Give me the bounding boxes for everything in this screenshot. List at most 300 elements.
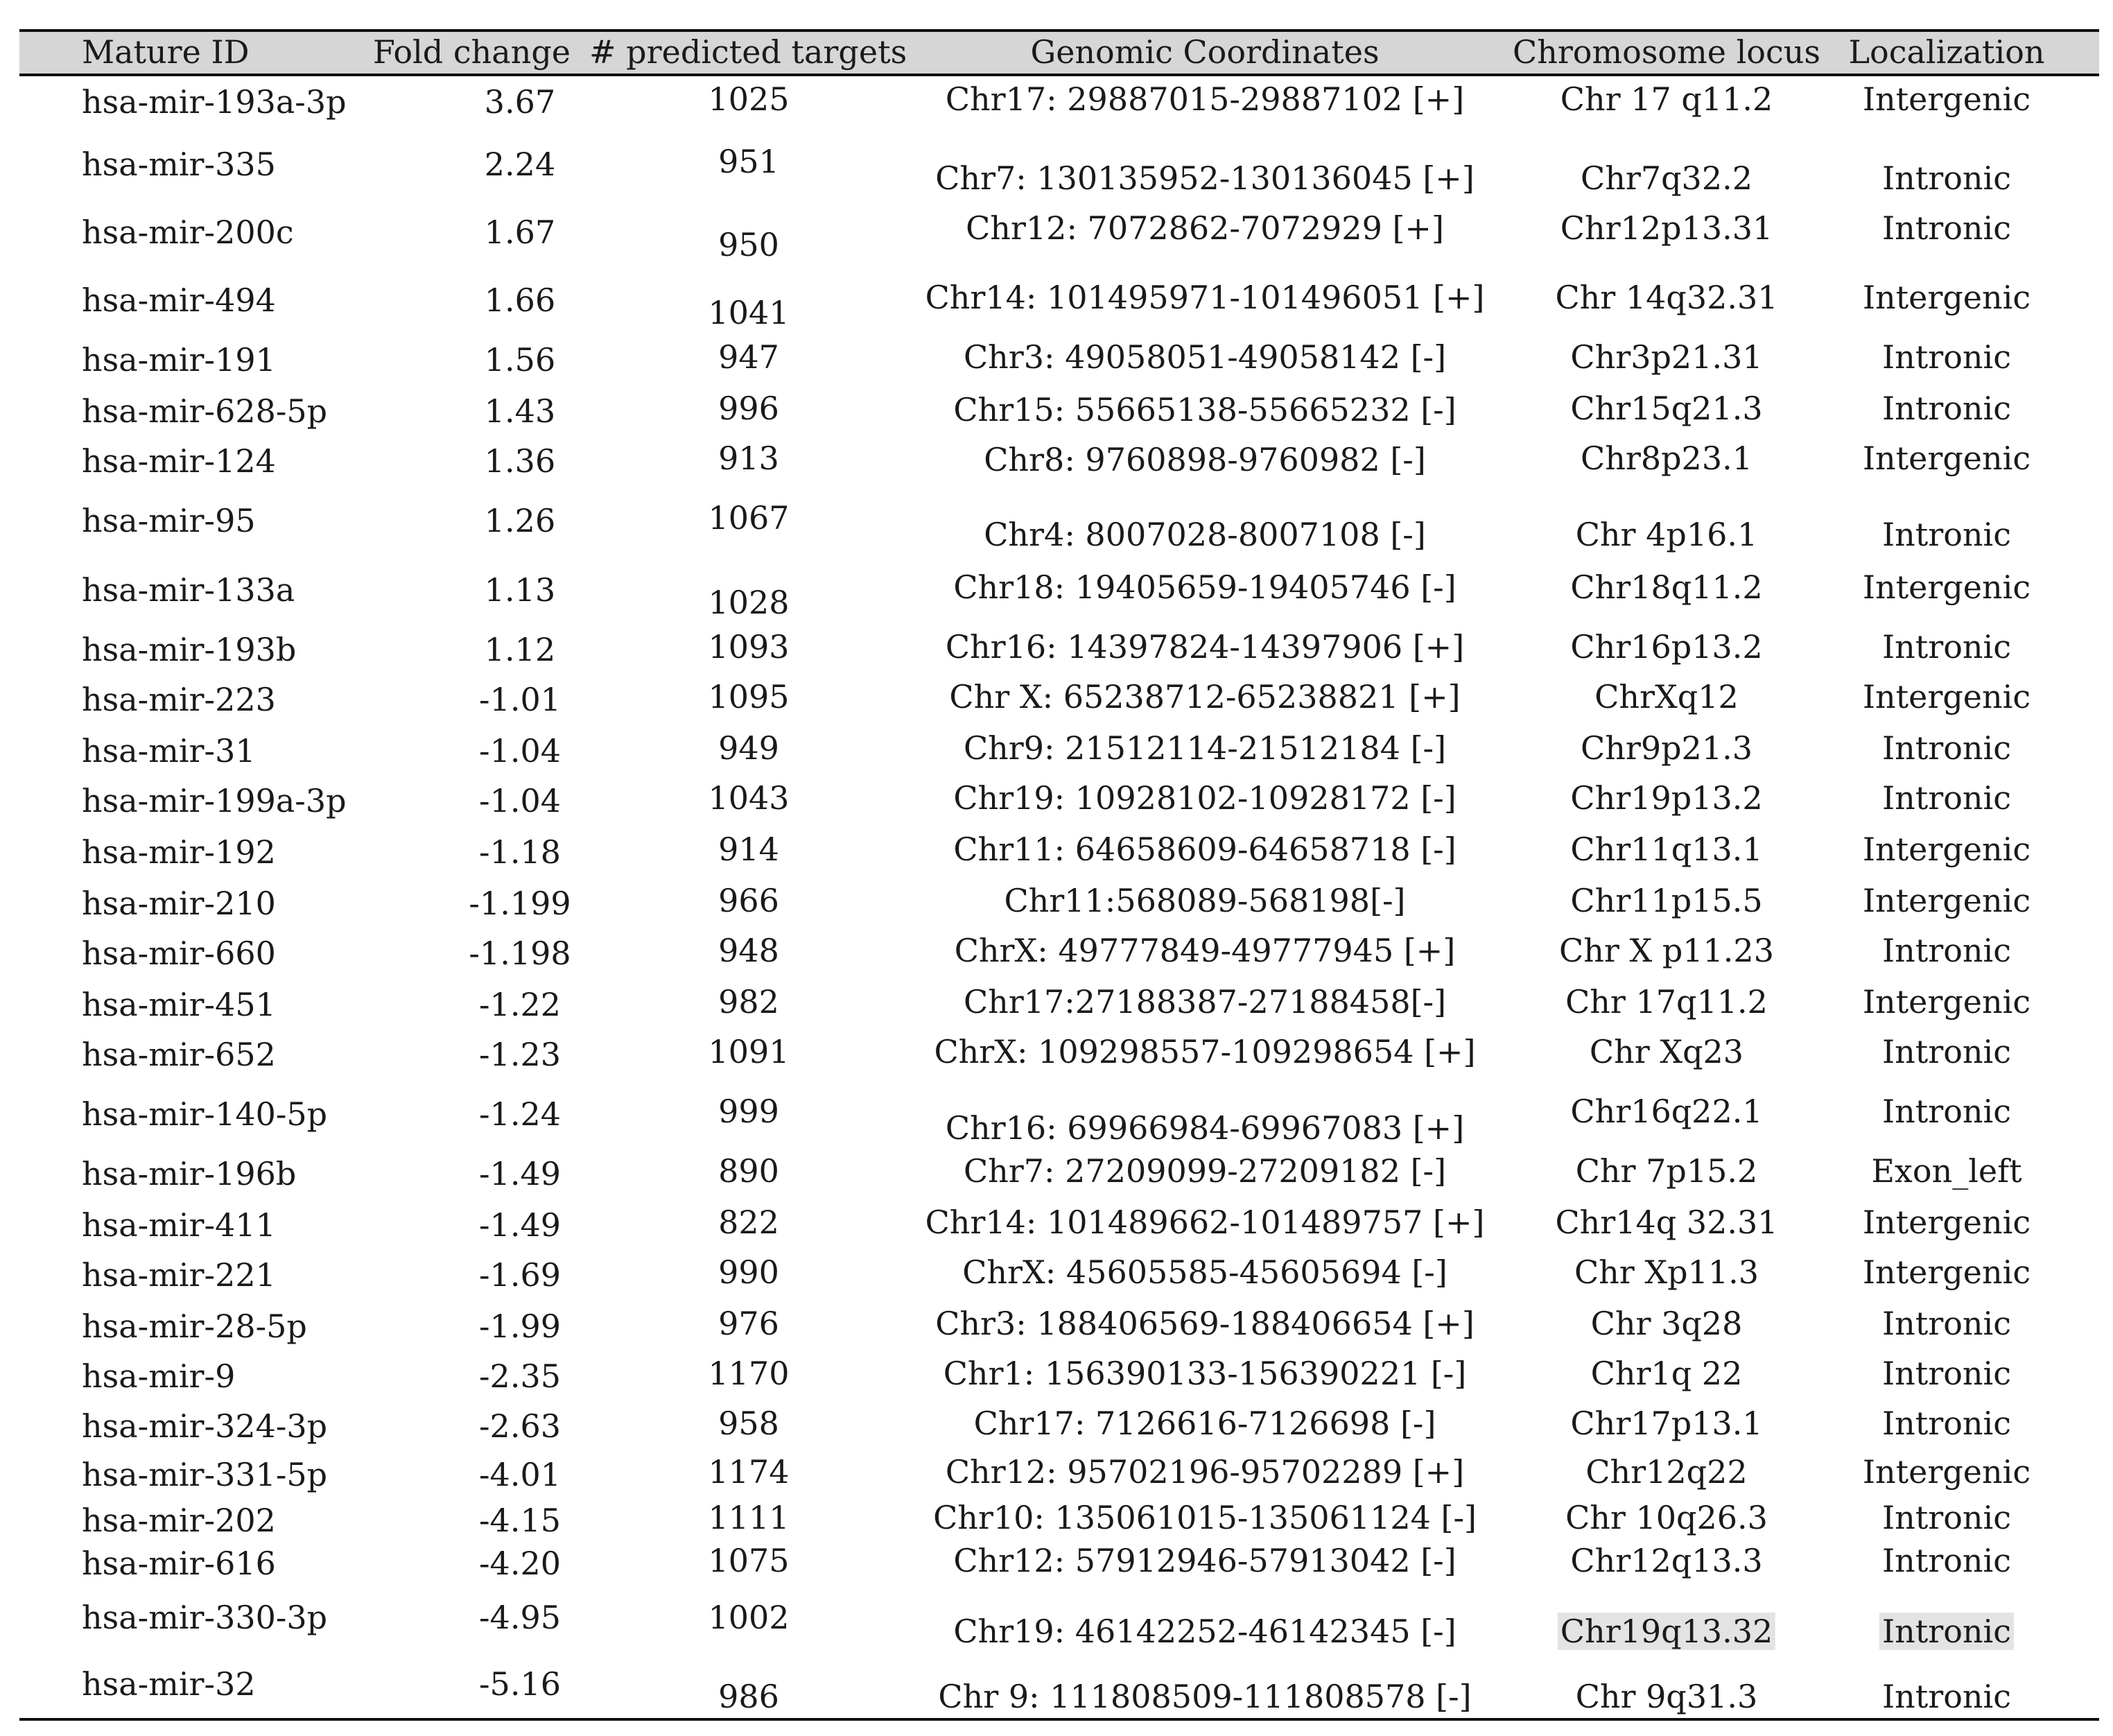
genomic-coordinates-text: Chr14: 101495971-101496051 [+] bbox=[925, 279, 1485, 316]
cell-predicted-targets bbox=[718, 226, 779, 263]
mature-id-text: hsa-mir-133a bbox=[82, 571, 295, 609]
cell-predicted-targets bbox=[718, 729, 779, 767]
chromosome-locus-text: Chr X p11.23 bbox=[1559, 932, 1774, 969]
cell-chromosome-locus bbox=[1594, 678, 1739, 715]
cell-genomic-coordinates bbox=[933, 1499, 1477, 1536]
mature-id-text: hsa-mir-124 bbox=[82, 442, 276, 480]
cell-fold-change bbox=[479, 1665, 561, 1703]
mature-id-text: hsa-mir-411 bbox=[82, 1206, 276, 1244]
fold-change-text: -2.35 bbox=[479, 1357, 561, 1395]
genomic-coordinates-text: Chr3: 49058051-49058142 [-] bbox=[963, 338, 1447, 376]
genomic-coordinates-text: Chr8: 9760898-9760982 [-] bbox=[984, 441, 1426, 478]
fold-change-text: 1.12 bbox=[484, 631, 556, 668]
cell-genomic-coordinates bbox=[953, 568, 1456, 606]
predicted-targets-text: 982 bbox=[718, 983, 779, 1021]
header-mature-id: Mature ID bbox=[82, 33, 250, 71]
chromosome-locus-text: Chr14q 32.31 bbox=[1555, 1204, 1778, 1241]
localization-text: Intronic bbox=[1881, 159, 2012, 197]
mature-id-text: hsa-mir-191 bbox=[82, 341, 276, 379]
fold-change-text: 3.67 bbox=[484, 83, 556, 121]
cell-chromosome-locus bbox=[1581, 159, 1753, 197]
chromosome-locus-text: Chr8p23.1 bbox=[1581, 440, 1753, 477]
cell-mature-id bbox=[82, 146, 276, 183]
cell-chromosome-locus bbox=[1590, 1033, 1744, 1070]
predicted-targets-text: 976 bbox=[718, 1305, 779, 1342]
cell-chromosome-locus bbox=[1570, 568, 1762, 606]
cell-predicted-targets bbox=[718, 1678, 779, 1715]
cell-genomic-coordinates bbox=[934, 1033, 1475, 1070]
fold-change-text: -1.99 bbox=[479, 1308, 561, 1345]
cell-chromosome-locus bbox=[1576, 516, 1758, 553]
cell-chromosome-locus bbox=[1560, 80, 1773, 118]
chromosome-locus-text: Chr 17 q11.2 bbox=[1560, 80, 1773, 118]
cell-genomic-coordinates bbox=[935, 1305, 1475, 1342]
header-rule bbox=[19, 73, 2099, 76]
cell-localization bbox=[1882, 159, 2011, 197]
mature-id-text: hsa-mir-660 bbox=[82, 935, 276, 972]
predicted-targets-text: 1041 bbox=[708, 294, 790, 331]
cell-predicted-targets bbox=[718, 338, 779, 376]
localization-text: Exon_left bbox=[1871, 1152, 2022, 1190]
mature-id-text: hsa-mir-28-5p bbox=[82, 1308, 307, 1345]
cell-fold-change bbox=[479, 1036, 561, 1073]
cell-predicted-targets bbox=[718, 1405, 779, 1442]
mature-id-text: hsa-mir-223 bbox=[82, 681, 276, 718]
cell-fold-change bbox=[479, 1599, 561, 1636]
predicted-targets-text: 1075 bbox=[708, 1542, 790, 1579]
cell-fold-change bbox=[485, 571, 555, 609]
localization-text: Intergenic bbox=[1862, 80, 2031, 118]
cell-genomic-coordinates bbox=[925, 1204, 1485, 1241]
cell-localization bbox=[1882, 1499, 2011, 1536]
chromosome-locus-text: Chr19p13.2 bbox=[1570, 779, 1763, 817]
mature-id-text: hsa-mir-95 bbox=[82, 502, 256, 539]
mature-id-text: hsa-mir-32 bbox=[82, 1665, 256, 1703]
cell-fold-change bbox=[485, 83, 555, 121]
cell-fold-change bbox=[485, 214, 555, 251]
cell-localization bbox=[1863, 568, 2031, 606]
header-chromosome-locus: Chromosome locus bbox=[1513, 33, 1820, 71]
data-table bbox=[19, 29, 2099, 1721]
fold-change-text: -2.63 bbox=[479, 1407, 561, 1445]
genomic-coordinates-text: Chr1: 156390133-156390221 [-] bbox=[943, 1355, 1467, 1392]
cell-predicted-targets bbox=[708, 1355, 789, 1392]
cell-mature-id bbox=[82, 681, 276, 718]
cell-genomic-coordinates bbox=[984, 516, 1426, 553]
chromosome-locus-text: Chr19q13.32 bbox=[1558, 1613, 1775, 1650]
predicted-targets-text: 1025 bbox=[708, 80, 790, 118]
cell-genomic-coordinates bbox=[984, 441, 1426, 478]
cell-predicted-targets bbox=[708, 499, 789, 537]
cell-genomic-coordinates bbox=[944, 1355, 1467, 1392]
cell-localization bbox=[1863, 1204, 2031, 1241]
localization-text: Intergenic bbox=[1862, 1453, 2031, 1491]
genomic-coordinates-text: Chr14: 101489662-101489757 [+] bbox=[925, 1204, 1485, 1241]
chromosome-locus-text: Chr16p13.2 bbox=[1570, 628, 1763, 666]
cell-predicted-targets bbox=[718, 831, 779, 868]
cell-fold-change bbox=[479, 1206, 561, 1244]
predicted-targets-text: 1174 bbox=[708, 1453, 790, 1491]
mature-id-text: hsa-mir-9 bbox=[82, 1357, 236, 1395]
predicted-targets-text: 951 bbox=[718, 143, 779, 180]
cell-chromosome-locus bbox=[1581, 729, 1753, 767]
chromosome-locus-text: Chr9p21.3 bbox=[1581, 729, 1753, 767]
fold-change-text: -1.01 bbox=[479, 681, 561, 718]
fold-change-text: -1.04 bbox=[479, 782, 561, 819]
cell-fold-change bbox=[479, 1256, 561, 1294]
predicted-targets-text: 958 bbox=[718, 1405, 779, 1442]
cell-predicted-targets bbox=[718, 1152, 779, 1190]
cell-mature-id bbox=[82, 1665, 256, 1703]
genomic-coordinates-text: Chr10: 135061015-135061124 [-] bbox=[933, 1499, 1477, 1536]
localization-text: Intergenic bbox=[1862, 279, 2031, 316]
header-fold-change: Fold change bbox=[373, 33, 571, 71]
cell-genomic-coordinates bbox=[946, 80, 1464, 118]
cell-predicted-targets bbox=[708, 1599, 789, 1636]
cell-chromosome-locus bbox=[1565, 983, 1768, 1021]
cell-localization bbox=[1863, 983, 2031, 1021]
localization-text: Intergenic bbox=[1862, 882, 2031, 919]
chromosome-locus-text: Chr 10q26.3 bbox=[1565, 1499, 1768, 1536]
localization-text: Intronic bbox=[1879, 1613, 2014, 1650]
cell-chromosome-locus bbox=[1570, 1542, 1762, 1579]
genomic-coordinates-text: Chr4: 8007028-8007108 [-] bbox=[984, 516, 1426, 553]
predicted-targets-text: 913 bbox=[718, 440, 779, 477]
cell-chromosome-locus bbox=[1570, 628, 1762, 666]
cell-mature-id bbox=[82, 1456, 327, 1493]
cell-genomic-coordinates bbox=[953, 391, 1456, 428]
cell-mature-id bbox=[82, 1256, 276, 1294]
chromosome-locus-text: Chr3p21.31 bbox=[1570, 338, 1763, 376]
fold-change-text: -1.22 bbox=[479, 986, 561, 1023]
genomic-coordinates-text: Chr16: 69966984-69967083 [+] bbox=[945, 1109, 1465, 1147]
cell-fold-change bbox=[479, 1095, 561, 1133]
cell-genomic-coordinates bbox=[953, 779, 1456, 817]
fold-change-text: -1.23 bbox=[479, 1036, 561, 1073]
genomic-coordinates-text: Chr12: 7072862-7072929 [+] bbox=[966, 209, 1444, 247]
cell-fold-change bbox=[485, 502, 555, 539]
localization-text: Intronic bbox=[1881, 729, 2012, 767]
genomic-coordinates-text: Chr15: 55665138-55665232 [-] bbox=[953, 391, 1457, 428]
localization-text: Intronic bbox=[1881, 628, 2012, 666]
cell-mature-id bbox=[82, 1502, 276, 1539]
genomic-coordinates-text: Chr12: 95702196-95702289 [+] bbox=[945, 1453, 1465, 1491]
fold-change-text: -1.24 bbox=[479, 1095, 561, 1133]
chromosome-locus-text: Chr11q13.1 bbox=[1570, 831, 1763, 868]
cell-chromosome-locus bbox=[1574, 1253, 1759, 1291]
fold-change-text: -4.15 bbox=[479, 1502, 561, 1539]
cell-chromosome-locus bbox=[1570, 779, 1762, 817]
fold-change-text: 1.56 bbox=[484, 341, 556, 379]
fold-change-text: 1.36 bbox=[484, 442, 556, 480]
cell-genomic-coordinates bbox=[955, 932, 1456, 969]
localization-text: Intergenic bbox=[1862, 440, 2031, 477]
cell-localization bbox=[1882, 729, 2011, 767]
cell-genomic-coordinates bbox=[935, 159, 1475, 197]
cell-mature-id bbox=[82, 214, 294, 251]
chromosome-locus-text: Chr16q22.1 bbox=[1570, 1093, 1763, 1130]
predicted-targets-text: 914 bbox=[718, 831, 779, 868]
mature-id-text: hsa-mir-616 bbox=[82, 1545, 276, 1582]
cell-mature-id bbox=[82, 631, 296, 668]
localization-text: Intronic bbox=[1881, 338, 2012, 376]
cell-localization bbox=[1863, 882, 2031, 919]
cell-localization bbox=[1882, 1093, 2011, 1130]
cell-mature-id bbox=[82, 502, 256, 539]
cell-localization bbox=[1882, 338, 2011, 376]
cell-chromosome-locus bbox=[1555, 279, 1777, 316]
cell-chromosome-locus bbox=[1576, 1152, 1758, 1190]
cell-fold-change bbox=[485, 341, 555, 379]
cell-genomic-coordinates bbox=[949, 678, 1460, 715]
cell-genomic-coordinates bbox=[1004, 882, 1405, 919]
genomic-coordinates-text: Chr11:568089-568198[-] bbox=[1004, 882, 1406, 919]
cell-mature-id bbox=[82, 341, 276, 379]
mature-id-text: hsa-mir-193b bbox=[82, 631, 297, 668]
mature-id-text: hsa-mir-140-5p bbox=[82, 1095, 328, 1133]
predicted-targets-text: 1043 bbox=[708, 779, 790, 817]
cell-chromosome-locus bbox=[1570, 882, 1762, 919]
cell-fold-change bbox=[485, 281, 555, 319]
cell-localization bbox=[1863, 1253, 2031, 1291]
localization-text: Intergenic bbox=[1862, 1253, 2031, 1291]
localization-text: Intronic bbox=[1881, 209, 2012, 247]
fold-change-text: -1.49 bbox=[479, 1206, 561, 1244]
fold-change-text: -1.198 bbox=[469, 935, 571, 972]
mature-id-text: hsa-mir-335 bbox=[82, 146, 276, 183]
cell-mature-id bbox=[82, 986, 276, 1023]
genomic-coordinates-text: Chr17:27188387-27188458[-] bbox=[963, 983, 1447, 1021]
mature-id-text: hsa-mir-652 bbox=[82, 1036, 276, 1073]
cell-mature-id bbox=[82, 571, 295, 609]
cell-fold-change bbox=[479, 833, 561, 871]
chromosome-locus-text: Chr18q11.2 bbox=[1570, 568, 1763, 606]
cell-chromosome-locus bbox=[1570, 338, 1762, 376]
cell-predicted-targets bbox=[718, 1093, 779, 1130]
cell-mature-id bbox=[82, 442, 276, 480]
cell-mature-id bbox=[82, 885, 276, 922]
cell-genomic-coordinates bbox=[946, 628, 1464, 666]
bottom-rule bbox=[19, 1718, 2099, 1721]
cell-fold-change bbox=[479, 1545, 561, 1582]
mature-id-text: hsa-mir-192 bbox=[82, 833, 276, 871]
cell-predicted-targets bbox=[718, 1305, 779, 1342]
cell-localization bbox=[1882, 209, 2011, 247]
localization-text: Intronic bbox=[1881, 1355, 2012, 1392]
localization-text: Intronic bbox=[1881, 1499, 2012, 1536]
fold-change-text: -1.69 bbox=[479, 1256, 561, 1294]
predicted-targets-text: 996 bbox=[718, 390, 779, 427]
cell-chromosome-locus bbox=[1570, 390, 1762, 427]
cell-fold-change bbox=[485, 146, 555, 183]
cell-localization bbox=[1863, 80, 2031, 118]
chromosome-locus-text: Chr 7p15.2 bbox=[1575, 1152, 1758, 1190]
cell-predicted-targets bbox=[708, 1033, 789, 1070]
localization-text: Intronic bbox=[1881, 1305, 2012, 1342]
cell-fold-change bbox=[479, 681, 561, 718]
localization-text: Intronic bbox=[1881, 1093, 2012, 1130]
chromosome-locus-text: Chr 3q28 bbox=[1590, 1305, 1743, 1342]
mature-id-text: hsa-mir-200c bbox=[82, 214, 294, 251]
fold-change-text: -1.04 bbox=[479, 732, 561, 770]
cell-localization bbox=[1882, 1033, 2011, 1070]
genomic-coordinates-text: Chr17: 29887015-29887102 [+] bbox=[945, 80, 1465, 118]
header-localization: Localization bbox=[1848, 33, 2045, 71]
cell-fold-change bbox=[485, 631, 555, 668]
predicted-targets-text: 950 bbox=[718, 226, 779, 263]
cell-predicted-targets bbox=[718, 440, 779, 477]
chromosome-locus-text: Chr 17q11.2 bbox=[1565, 983, 1768, 1021]
cell-predicted-targets bbox=[718, 143, 779, 180]
mature-id-text: hsa-mir-324-3p bbox=[82, 1407, 328, 1445]
cell-chromosome-locus bbox=[1591, 1305, 1743, 1342]
mature-id-text: hsa-mir-330-3p bbox=[82, 1599, 328, 1636]
chromosome-locus-text: Chr7q32.2 bbox=[1581, 159, 1753, 197]
genomic-coordinates-text: Chr7: 27209099-27209182 [-] bbox=[963, 1152, 1447, 1190]
cell-chromosome-locus bbox=[1559, 932, 1774, 969]
cell-predicted-targets bbox=[718, 390, 779, 427]
cell-chromosome-locus bbox=[1555, 1204, 1777, 1241]
predicted-targets-text: 1028 bbox=[708, 584, 790, 621]
cell-chromosome-locus bbox=[1570, 1093, 1762, 1130]
cell-mature-id bbox=[82, 1308, 307, 1345]
cell-mature-id bbox=[82, 1599, 327, 1636]
chromosome-locus-text: Chr12q22 bbox=[1585, 1453, 1748, 1491]
cell-mature-id bbox=[82, 1036, 276, 1073]
cell-predicted-targets bbox=[708, 1542, 789, 1579]
cell-mature-id bbox=[82, 1095, 327, 1133]
mature-id-text: hsa-mir-628-5p bbox=[82, 392, 328, 430]
chromosome-locus-text: Chr Xp11.3 bbox=[1574, 1253, 1759, 1291]
chromosome-locus-text: Chr12p13.31 bbox=[1560, 209, 1773, 247]
cell-genomic-coordinates bbox=[953, 831, 1456, 868]
chromosome-locus-text: Chr12q13.3 bbox=[1570, 1542, 1763, 1579]
localization-text: Intergenic bbox=[1862, 568, 2031, 606]
cell-genomic-coordinates bbox=[964, 1152, 1446, 1190]
predicted-targets-text: 1093 bbox=[708, 628, 790, 666]
cell-mature-id bbox=[82, 1155, 296, 1192]
fold-change-text: 1.26 bbox=[484, 502, 556, 539]
cell-chromosome-locus bbox=[1565, 1499, 1768, 1536]
cell-fold-change bbox=[479, 732, 561, 770]
cell-localization bbox=[1882, 1305, 2011, 1342]
localization-text: Intergenic bbox=[1862, 678, 2031, 715]
cell-localization bbox=[1871, 1152, 2021, 1190]
predicted-targets-text: 999 bbox=[718, 1093, 779, 1130]
predicted-targets-text: 1002 bbox=[708, 1599, 790, 1636]
cell-genomic-coordinates bbox=[946, 1109, 1464, 1147]
mature-id-text: hsa-mir-494 bbox=[82, 281, 276, 319]
cell-predicted-targets bbox=[708, 779, 789, 817]
genomic-coordinates-text: Chr19: 46142252-46142345 [-] bbox=[953, 1613, 1457, 1650]
localization-text: Intronic bbox=[1881, 1033, 2012, 1070]
cell-fold-change bbox=[479, 1502, 561, 1539]
localization-text: Intronic bbox=[1881, 1678, 2012, 1715]
cell-localization bbox=[1882, 1542, 2011, 1579]
fold-change-text: -1.18 bbox=[479, 833, 561, 871]
cell-predicted-targets bbox=[708, 80, 789, 118]
cell-fold-change bbox=[479, 986, 561, 1023]
cell-mature-id bbox=[82, 83, 347, 121]
predicted-targets-text: 990 bbox=[718, 1253, 779, 1291]
cell-predicted-targets bbox=[708, 584, 789, 621]
cell-genomic-coordinates bbox=[964, 729, 1446, 767]
mature-id-text: hsa-mir-221 bbox=[82, 1256, 276, 1294]
localization-text: Intronic bbox=[1881, 932, 2012, 969]
genomic-coordinates-text: ChrX: 45605585-45605694 [-] bbox=[962, 1253, 1447, 1291]
cell-fold-change bbox=[479, 782, 561, 819]
localization-text: Intronic bbox=[1881, 516, 2012, 553]
fold-change-text: 1.43 bbox=[484, 392, 556, 430]
cell-predicted-targets bbox=[718, 983, 779, 1021]
cell-localization bbox=[1879, 1613, 2014, 1650]
cell-mature-id bbox=[82, 1407, 327, 1445]
header-predicted-targets: # predicted targets bbox=[589, 33, 907, 71]
cell-localization bbox=[1882, 779, 2011, 817]
fold-change-text: 1.13 bbox=[484, 571, 556, 609]
cell-chromosome-locus bbox=[1560, 209, 1773, 247]
chromosome-locus-text: Chr11p15.5 bbox=[1570, 882, 1763, 919]
mature-id-text: hsa-mir-199a-3p bbox=[82, 782, 347, 819]
cell-localization bbox=[1863, 678, 2031, 715]
cell-fold-change bbox=[469, 885, 571, 922]
localization-text: Intronic bbox=[1881, 779, 2012, 817]
mature-id-text: hsa-mir-210 bbox=[82, 885, 276, 922]
genomic-coordinates-text: Chr3: 188406569-188406654 [+] bbox=[935, 1305, 1475, 1342]
predicted-targets-text: 822 bbox=[718, 1204, 779, 1241]
cell-predicted-targets bbox=[708, 678, 789, 715]
predicted-targets-text: 947 bbox=[718, 338, 779, 376]
cell-chromosome-locus bbox=[1581, 440, 1753, 477]
fold-change-text: -4.95 bbox=[479, 1599, 561, 1636]
cell-localization bbox=[1863, 831, 2031, 868]
genomic-coordinates-text: Chr X: 65238712-65238821 [+] bbox=[949, 678, 1461, 715]
cell-localization bbox=[1882, 516, 2011, 553]
cell-mature-id bbox=[82, 782, 347, 819]
genomic-coordinates-text: Chr7: 130135952-130136045 [+] bbox=[935, 159, 1475, 197]
cell-fold-change bbox=[479, 1155, 561, 1192]
cell-mature-id bbox=[82, 935, 276, 972]
cell-chromosome-locus bbox=[1576, 1678, 1758, 1715]
cell-localization bbox=[1882, 1405, 2011, 1442]
cell-genomic-coordinates bbox=[938, 1678, 1471, 1715]
cell-genomic-coordinates bbox=[953, 1542, 1456, 1579]
localization-text: Intergenic bbox=[1862, 1204, 2031, 1241]
mature-id-text: hsa-mir-202 bbox=[82, 1502, 276, 1539]
chromosome-locus-text: Chr1q 22 bbox=[1590, 1355, 1743, 1392]
localization-text: Intronic bbox=[1881, 1405, 2012, 1442]
cell-fold-change bbox=[479, 1357, 561, 1395]
cell-localization bbox=[1882, 1355, 2011, 1392]
cell-fold-change bbox=[485, 392, 555, 430]
top-rule bbox=[19, 29, 2099, 32]
cell-genomic-coordinates bbox=[925, 279, 1485, 316]
cell-predicted-targets bbox=[708, 294, 789, 331]
cell-predicted-targets bbox=[708, 628, 789, 666]
mature-id-text: hsa-mir-31 bbox=[82, 732, 256, 770]
predicted-targets-text: 1067 bbox=[708, 499, 790, 537]
cell-genomic-coordinates bbox=[964, 983, 1446, 1021]
cell-genomic-coordinates bbox=[966, 209, 1444, 247]
cell-mature-id bbox=[82, 1206, 276, 1244]
header-genomic-coordinates: Genomic Coordinates bbox=[1030, 33, 1380, 71]
predicted-targets-text: 948 bbox=[718, 932, 779, 969]
chromosome-locus-text: Chr17p13.1 bbox=[1570, 1405, 1763, 1442]
genomic-coordinates-text: Chr17: 7126616-7126698 [-] bbox=[973, 1405, 1436, 1442]
chromosome-locus-text: ChrXq12 bbox=[1594, 678, 1739, 715]
chromosome-locus-text: Chr15q21.3 bbox=[1570, 390, 1763, 427]
genomic-coordinates-text: ChrX: 49777849-49777945 [+] bbox=[954, 932, 1456, 969]
